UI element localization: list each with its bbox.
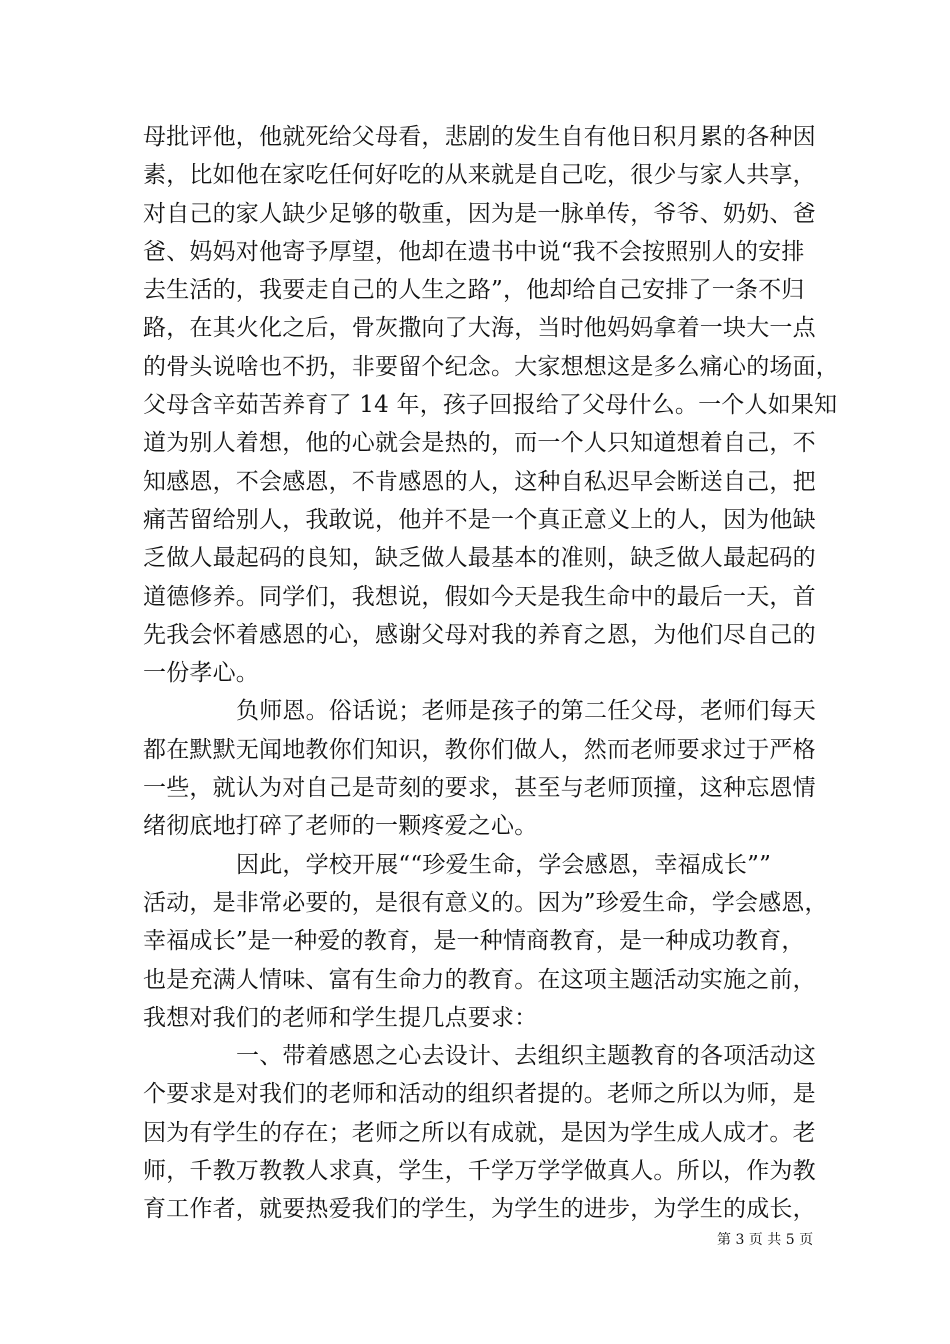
text-line: 道德修养。同学们，我想说，假如今天是我生命中的最后一天，首 bbox=[143, 583, 816, 610]
text-line: 因为有学生的存在；老师之所以有成就，是因为学生成人成才。老 bbox=[143, 1119, 816, 1146]
text-line: 个要求是对我们的老师和活动的组织者提的。老师之所以为师，是 bbox=[143, 1081, 816, 1108]
text-line: 一些，就认为对自己是苛刻的要求，甚至与老师顶撞，这种忘恩情 bbox=[143, 775, 816, 802]
text-line: 路，在其火化之后，骨灰撒向了大海，当时他妈妈拿着一块大一点 bbox=[143, 315, 816, 342]
text-line: 育工作者，就要热爱我们的学生，为学生的进步，为学生的成长， bbox=[143, 1196, 816, 1223]
body-text bbox=[143, 118, 839, 1229]
text-line: 素，比如他在家吃任何好吃的从来就是自己吃，很少与家人共享， bbox=[143, 162, 816, 189]
text-line: 对自己的家人缺少足够的敬重，因为是一脉单传，爷爷、奶奶、爸 bbox=[143, 200, 816, 227]
text-line: 因此，学校开展““珍爱生命，学会感恩，幸福成长”” bbox=[236, 851, 772, 878]
text-line: 父母含辛茹苦养育了 14 年，孩子回报给了父母什么。一个人如果知 bbox=[143, 392, 838, 419]
text-line: 负师恩。俗话说；老师是孩子的第二任父母，老师们每天 bbox=[236, 698, 816, 725]
text-line: 活动，是非常必要的，是很有意义的。因为”珍爱生命，学会感恩， bbox=[143, 889, 828, 916]
text-line: 去生活的，我要走自己的人生之路”，他却给自己安排了一条不归 bbox=[143, 277, 805, 304]
text-line: 都在默默无闻地教你们知识，教你们做人，然而老师要求过于严格 bbox=[143, 736, 816, 763]
text-line: 也是充满人情味、富有生命力的教育。在这项主题活动实施之前， bbox=[143, 966, 816, 993]
text-line: 的骨头说啥也不扔，非要留个纪念。大家想想这是多么痛心的场面， bbox=[143, 353, 839, 380]
text-line: 师，千教万教教人求真，学生，千学万学学做真人。所以，作为教 bbox=[143, 1158, 816, 1185]
text-line: 先我会怀着感恩的心，感谢父母对我的养育之恩，为他们尽自己的 bbox=[143, 621, 816, 648]
text-line: 我想对我们的老师和学生提几点要求： bbox=[143, 1004, 538, 1031]
text-line: 绪彻底地打碎了老师的一颗疼爱之心。 bbox=[143, 813, 538, 840]
text-line: 知感恩，不会感恩，不肯感恩的人，这种自私迟早会断送自己，把 bbox=[143, 468, 816, 495]
text-line: 母批评他，他就死给父母看，悲剧的发生自有他日积月累的各种因 bbox=[143, 124, 816, 150]
text-line: 乏做人最起码的良知，缺乏做人最基本的准则，缺乏做人最起码的 bbox=[143, 545, 816, 572]
text-line: 道为别人着想，他的心就会是热的，而一个人只知道想着自己，不 bbox=[143, 430, 816, 457]
text-line: 一份孝心。 bbox=[143, 660, 259, 687]
text-line: 爸、妈妈对他寄予厚望，他却在遗书中说“我不会按照别人的安排 bbox=[143, 238, 805, 265]
text-line: 痛苦留给别人，我敢说，他并不是一个真正意义上的人，因为他缺 bbox=[143, 506, 816, 533]
text-line: 一、带着感恩之心去设计、去组织主题教育的各项活动这 bbox=[236, 1043, 816, 1070]
text-line: 幸福成长”是一种爱的教育，是一种情商教育，是一种成功教育， bbox=[143, 928, 805, 955]
page-number-footer: 第 3 页 共 5 页 bbox=[717, 1232, 814, 1248]
